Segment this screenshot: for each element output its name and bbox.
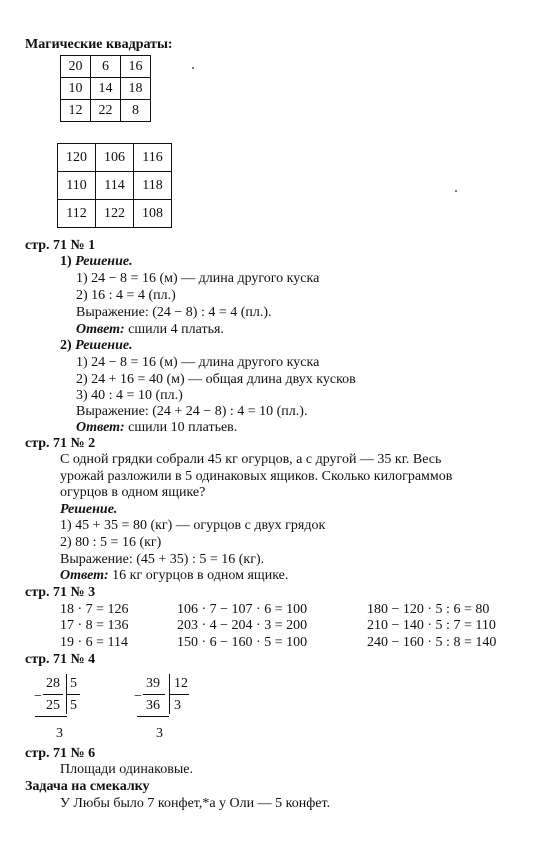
magic-cell: 20 — [61, 56, 91, 78]
magic-squares-title: Магические квадраты: — [25, 37, 173, 52]
ex1-part1-solution-label: Решение. — [75, 254, 133, 269]
ex2-expression: Выражение: (45 + 35) : 5 = 16 (кг). — [60, 552, 265, 567]
ex2-step: 1) 45 + 35 = 80 (кг) — огурцов с двух грядок — [60, 518, 326, 533]
divisor-underline — [169, 694, 189, 695]
ex3-col1-item: 17 · 8 = 136 — [60, 618, 129, 633]
scan-speck — [192, 67, 194, 69]
divisor-underline — [66, 694, 80, 695]
division-divisor: 5 — [70, 676, 77, 691]
answer-label: Ответ: — [76, 322, 125, 337]
ex3-col3-item: 210 − 140 · 5 : 7 = 110 — [367, 618, 496, 633]
ex3-col3-item: 240 − 160 · 5 : 8 = 140 — [367, 635, 497, 650]
ex1-part1-number: 1) — [60, 254, 72, 269]
ex1-part2-step: 2) 24 + 16 = 40 (м) — общая длина двух кусков — [76, 372, 356, 387]
ex2-step: 2) 80 : 5 = 16 (кг) — [60, 535, 162, 550]
division-subtrahend: 36 — [146, 698, 160, 713]
ex1-part1-expression: Выражение: (24 − 8) : 4 = 4 (пл.). — [76, 305, 272, 320]
minus-sign: − — [34, 689, 42, 704]
ex2-problem-line: огурцов в одном ящике? — [60, 485, 206, 500]
division-subtrahend: 25 — [46, 698, 60, 713]
exercise-4-header: стр. 71 № 4 — [25, 652, 96, 667]
magic-cell: 10 — [61, 78, 91, 100]
answer-label: Ответ: — [76, 420, 125, 435]
division-remainder: 3 — [156, 726, 163, 741]
magic-cell: 110 — [58, 172, 96, 200]
magic-cell: 122 — [96, 200, 134, 228]
ex2-answer — [60, 568, 288, 584]
subtrahend-underline — [143, 694, 165, 695]
exercise-1-header: стр. 71 № 1 — [25, 238, 96, 253]
ex3-col2-item: 150 · 6 − 160 · 5 = 100 — [177, 635, 308, 650]
exercise-3-header: стр. 71 № 3 — [25, 585, 96, 600]
magic-cell: 8 — [121, 100, 151, 122]
ex6-answer: Площади одинаковые. — [60, 762, 193, 777]
puzzle-text: У Любы было 7 конфет,*а у Оли — 5 конфет. — [60, 796, 331, 811]
ex2-problem-line: урожай разложили в 5 одинаковых ящиков. Сколько килограммов — [60, 469, 453, 484]
exercise-2-header: стр. 71 № 2 — [25, 436, 96, 451]
magic-cell: 116 — [134, 144, 172, 172]
ex1-part2-step: 1) 24 − 8 = 16 (м) — длина другого куска — [76, 355, 320, 370]
ex1-part2-step: 3) 40 : 4 = 10 (пл.) — [76, 388, 183, 403]
magic-cell: 22 — [91, 100, 121, 122]
ex1-part2-number: 2) — [60, 338, 72, 353]
scan-speck — [455, 190, 457, 192]
puzzle-header: Задача на смекалку — [25, 779, 150, 794]
minus-sign: − — [134, 689, 142, 704]
division-quotient: 3 — [174, 698, 181, 713]
remainder-line — [137, 716, 169, 717]
ex1-part1-heading — [60, 254, 133, 270]
division-dividend: 28 — [46, 676, 60, 691]
division-remainder: 3 — [56, 726, 63, 741]
magic-cell: 112 — [58, 200, 96, 228]
answer-text: сшили 10 платьев. — [124, 420, 238, 435]
ex1-part2-answer — [76, 420, 237, 436]
magic-square-small — [60, 55, 151, 122]
magic-cell: 12 — [61, 100, 91, 122]
subtrahend-underline — [43, 694, 63, 695]
division-dividend: 39 — [146, 676, 160, 691]
magic-cell: 118 — [134, 172, 172, 200]
ex1-part2-expression: Выражение: (24 + 24 − 8) : 4 = 10 (пл.). — [76, 404, 308, 419]
magic-cell: 6 — [91, 56, 121, 78]
magic-cell: 16 — [121, 56, 151, 78]
ex3-col2-item: 106 · 7 − 107 · 6 = 100 — [177, 602, 308, 617]
long-division-1 — [34, 672, 104, 741]
remainder-line — [35, 716, 67, 717]
ex1-part2-solution-label: Решение. — [75, 338, 133, 353]
magic-cell: 108 — [134, 200, 172, 228]
ex1-part1-step: 1) 24 − 8 = 16 (м) — длина другого куска — [76, 271, 320, 286]
answer-text: сшили 4 платья. — [124, 322, 224, 337]
ex2-solution-label: Решение. — [60, 502, 118, 517]
division-divisor: 12 — [174, 676, 188, 691]
ex1-part1-answer — [76, 322, 224, 338]
exercise-6-header: стр. 71 № 6 — [25, 746, 96, 761]
magic-cell: 114 — [96, 172, 134, 200]
division-quotient: 5 — [70, 698, 77, 713]
answer-label: Ответ: — [60, 568, 109, 583]
answer-text: 16 кг огурцов в одном ящике. — [108, 568, 289, 583]
magic-cell: 14 — [91, 78, 121, 100]
long-division-2 — [134, 672, 204, 741]
ex2-problem-line: С одной грядки собрали 45 кг огурцов, а с другой — 35 кг. Весь — [60, 452, 442, 467]
ex3-col3-item: 180 − 120 · 5 : 6 = 80 — [367, 602, 490, 617]
magic-cell: 18 — [121, 78, 151, 100]
ex1-part1-step: 2) 16 : 4 = 4 (пл.) — [76, 288, 176, 303]
ex3-col1-item: 19 · 6 = 114 — [60, 635, 129, 650]
magic-square-large — [57, 143, 172, 228]
magic-cell: 120 — [58, 144, 96, 172]
ex3-col2-item: 203 · 4 − 204 · 3 = 200 — [177, 618, 308, 633]
ex1-part2-heading — [60, 338, 133, 354]
magic-cell: 106 — [96, 144, 134, 172]
ex3-col1-item: 18 · 7 = 126 — [60, 602, 129, 617]
